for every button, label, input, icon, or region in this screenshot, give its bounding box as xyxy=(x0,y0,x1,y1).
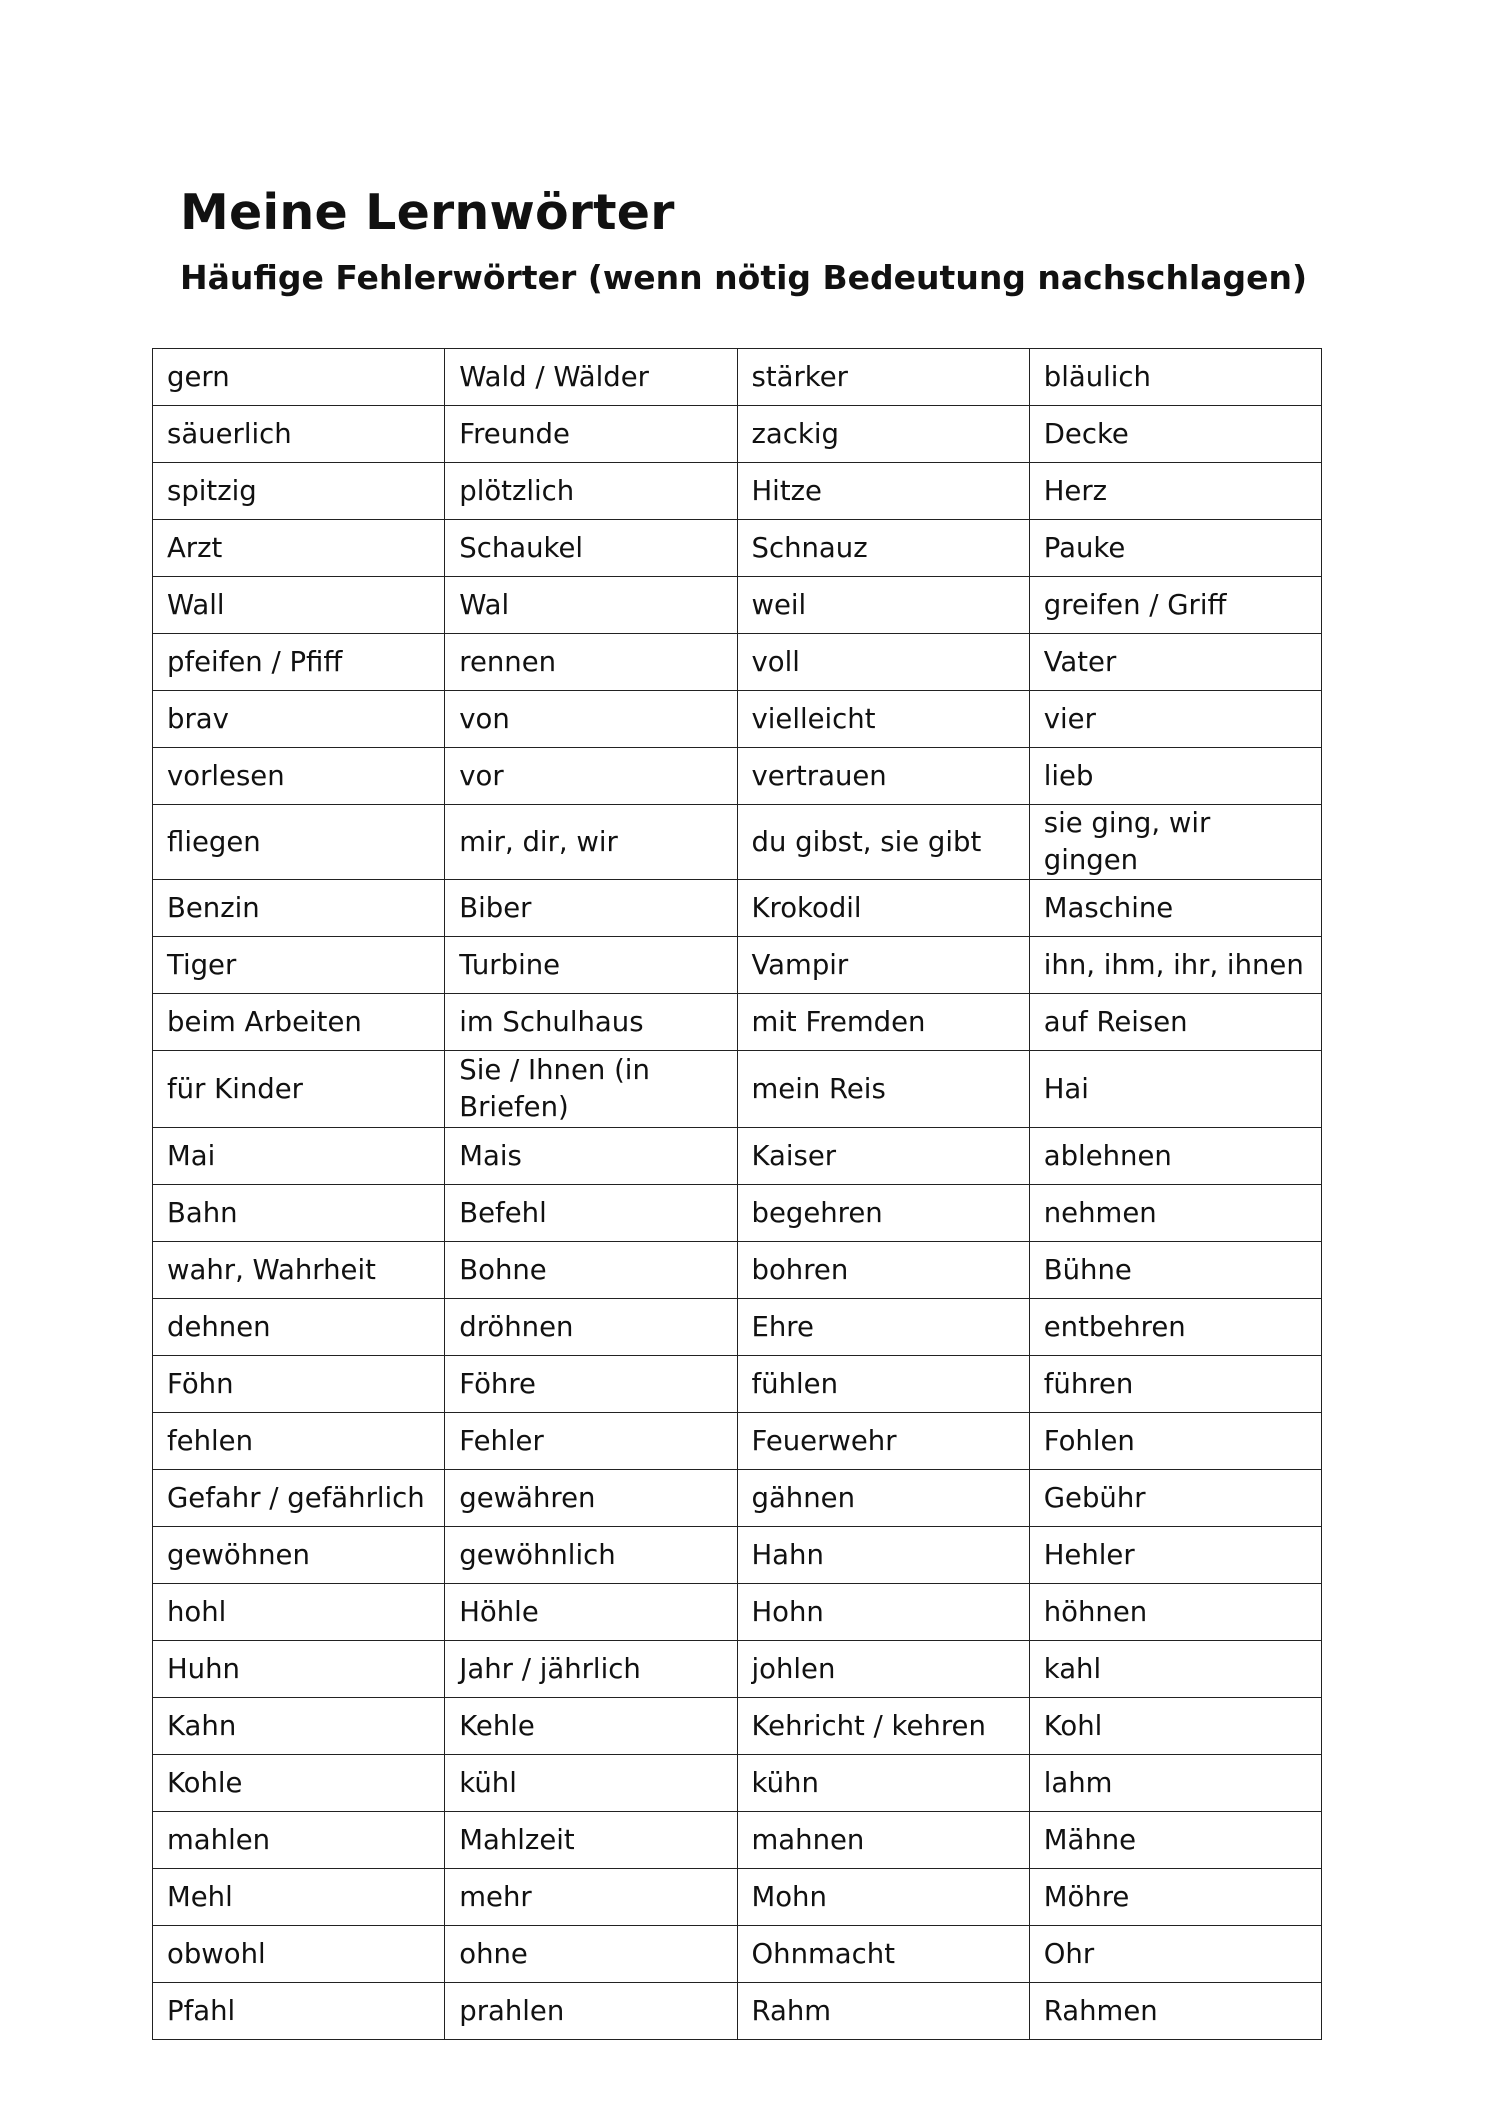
table-row xyxy=(153,1926,1322,1983)
table-row xyxy=(153,349,1322,406)
table-cell: Ohnmacht xyxy=(737,1926,1029,1983)
table-cell: Jahr / jährlich xyxy=(445,1641,737,1698)
table-cell: pfeifen / Pfiff xyxy=(153,634,445,691)
table-cell: gewöhnlich xyxy=(445,1527,737,1584)
table-row xyxy=(153,1470,1322,1527)
table-cell: spitzig xyxy=(153,463,445,520)
table-cell: gern xyxy=(153,349,445,406)
table-cell: für Kinder xyxy=(153,1051,445,1128)
table-cell: Föhre xyxy=(445,1356,737,1413)
table-cell: Kehle xyxy=(445,1698,737,1755)
table-row xyxy=(153,1185,1322,1242)
table-cell: mehr xyxy=(445,1869,737,1926)
table-cell: Biber xyxy=(445,880,737,937)
table-cell: dröhnen xyxy=(445,1299,737,1356)
table-cell: sie ging, wir gingen xyxy=(1029,805,1321,880)
word-table-body xyxy=(153,349,1322,2040)
table-cell: Befehl xyxy=(445,1185,737,1242)
table-cell: ohne xyxy=(445,1926,737,1983)
table-cell: Möhre xyxy=(1029,1869,1321,1926)
table-cell: Kehricht / kehren xyxy=(737,1698,1029,1755)
table-row xyxy=(153,1698,1322,1755)
table-cell: fehlen xyxy=(153,1413,445,1470)
table-cell: Maschine xyxy=(1029,880,1321,937)
page-title: Meine Lernwörter xyxy=(180,184,675,241)
table-row xyxy=(153,1527,1322,1584)
table-cell: gewähren xyxy=(445,1470,737,1527)
table-cell: mahnen xyxy=(737,1812,1029,1869)
table-cell: vorlesen xyxy=(153,748,445,805)
table-cell: Fohlen xyxy=(1029,1413,1321,1470)
table-cell: Bühne xyxy=(1029,1242,1321,1299)
table-row xyxy=(153,1812,1322,1869)
table-cell: im Schulhaus xyxy=(445,994,737,1051)
table-row xyxy=(153,1584,1322,1641)
table-cell: kühn xyxy=(737,1755,1029,1812)
table-cell: Vater xyxy=(1029,634,1321,691)
table-row xyxy=(153,1869,1322,1926)
word-table xyxy=(152,348,1322,2040)
table-cell: Sie / Ihnen (in Briefen) xyxy=(445,1051,737,1128)
table-cell: Fehler xyxy=(445,1413,737,1470)
table-cell: Schnauz xyxy=(737,520,1029,577)
table-cell: fliegen xyxy=(153,805,445,880)
table-cell: Herz xyxy=(1029,463,1321,520)
table-row xyxy=(153,577,1322,634)
table-row xyxy=(153,748,1322,805)
table-cell: obwohl xyxy=(153,1926,445,1983)
table-cell: kühl xyxy=(445,1755,737,1812)
table-row xyxy=(153,1242,1322,1299)
table-cell: Rahm xyxy=(737,1983,1029,2040)
table-cell: rennen xyxy=(445,634,737,691)
table-cell: stärker xyxy=(737,349,1029,406)
table-cell: Huhn xyxy=(153,1641,445,1698)
table-cell: lieb xyxy=(1029,748,1321,805)
table-cell: Benzin xyxy=(153,880,445,937)
table-cell: Gefahr / gefährlich xyxy=(153,1470,445,1527)
table-row xyxy=(153,1413,1322,1470)
table-cell: zackig xyxy=(737,406,1029,463)
table-cell: Arzt xyxy=(153,520,445,577)
table-row xyxy=(153,1641,1322,1698)
table-cell: Bohne xyxy=(445,1242,737,1299)
table-cell: Turbine xyxy=(445,937,737,994)
table-cell: Feuerwehr xyxy=(737,1413,1029,1470)
table-cell: Hahn xyxy=(737,1527,1029,1584)
table-row xyxy=(153,634,1322,691)
table-cell: mein Reis xyxy=(737,1051,1029,1128)
table-cell: gewöhnen xyxy=(153,1527,445,1584)
table-cell: Mais xyxy=(445,1128,737,1185)
table-cell: Föhn xyxy=(153,1356,445,1413)
table-cell: ablehnen xyxy=(1029,1128,1321,1185)
table-row xyxy=(153,994,1322,1051)
table-cell: Hohn xyxy=(737,1584,1029,1641)
table-cell: Ohr xyxy=(1029,1926,1321,1983)
table-cell: gähnen xyxy=(737,1470,1029,1527)
table-cell: Pfahl xyxy=(153,1983,445,2040)
table-cell: Wall xyxy=(153,577,445,634)
table-cell: Mähne xyxy=(1029,1812,1321,1869)
table-cell: bohren xyxy=(737,1242,1029,1299)
table-cell: hohl xyxy=(153,1584,445,1641)
table-cell: greifen / Griff xyxy=(1029,577,1321,634)
table-cell: mahlen xyxy=(153,1812,445,1869)
table-cell: Gebühr xyxy=(1029,1470,1321,1527)
table-row xyxy=(153,805,1322,880)
table-row xyxy=(153,1299,1322,1356)
table-cell: johlen xyxy=(737,1641,1029,1698)
table-cell: Wal xyxy=(445,577,737,634)
table-row xyxy=(153,1983,1322,2040)
table-cell: Freunde xyxy=(445,406,737,463)
table-cell: bläulich xyxy=(1029,349,1321,406)
table-row xyxy=(153,463,1322,520)
table-cell: brav xyxy=(153,691,445,748)
table-cell: auf Reisen xyxy=(1029,994,1321,1051)
table-cell: höhnen xyxy=(1029,1584,1321,1641)
table-cell: Vampir xyxy=(737,937,1029,994)
table-cell: von xyxy=(445,691,737,748)
table-cell: begehren xyxy=(737,1185,1029,1242)
table-row xyxy=(153,880,1322,937)
table-row xyxy=(153,520,1322,577)
table-cell: Kohl xyxy=(1029,1698,1321,1755)
table-cell: vielleicht xyxy=(737,691,1029,748)
table-cell: führen xyxy=(1029,1356,1321,1413)
table-cell: prahlen xyxy=(445,1983,737,2040)
table-cell: Bahn xyxy=(153,1185,445,1242)
table-cell: Mehl xyxy=(153,1869,445,1926)
table-cell: wahr, Wahrheit xyxy=(153,1242,445,1299)
table-cell: du gibst, sie gibt xyxy=(737,805,1029,880)
table-cell: lahm xyxy=(1029,1755,1321,1812)
table-cell: Krokodil xyxy=(737,880,1029,937)
table-cell: ihn, ihm, ihr, ihnen xyxy=(1029,937,1321,994)
table-cell: nehmen xyxy=(1029,1185,1321,1242)
table-cell: weil xyxy=(737,577,1029,634)
table-row xyxy=(153,1755,1322,1812)
table-cell: Rahmen xyxy=(1029,1983,1321,2040)
page-subtitle: Häufige Fehlerwörter (wenn nötig Bedeutung nachschlagen) xyxy=(180,258,1308,297)
table-cell: Hehler xyxy=(1029,1527,1321,1584)
table-cell: Mohn xyxy=(737,1869,1029,1926)
table-row xyxy=(153,1128,1322,1185)
table-cell: Decke xyxy=(1029,406,1321,463)
table-cell: Schaukel xyxy=(445,520,737,577)
table-cell: Pauke xyxy=(1029,520,1321,577)
table-cell: Höhle xyxy=(445,1584,737,1641)
table-cell: vier xyxy=(1029,691,1321,748)
table-cell: vertrauen xyxy=(737,748,1029,805)
table-row xyxy=(153,1356,1322,1413)
table-cell: mir, dir, wir xyxy=(445,805,737,880)
table-cell: Wald / Wälder xyxy=(445,349,737,406)
table-cell: Ehre xyxy=(737,1299,1029,1356)
table-cell: fühlen xyxy=(737,1356,1029,1413)
table-row xyxy=(153,691,1322,748)
table-cell: Hitze xyxy=(737,463,1029,520)
table-cell: vor xyxy=(445,748,737,805)
table-cell: plötzlich xyxy=(445,463,737,520)
table-cell: dehnen xyxy=(153,1299,445,1356)
table-cell: Tiger xyxy=(153,937,445,994)
table-cell: mit Fremden xyxy=(737,994,1029,1051)
table-cell: Hai xyxy=(1029,1051,1321,1128)
table-cell: beim Arbeiten xyxy=(153,994,445,1051)
table-row xyxy=(153,937,1322,994)
table-row xyxy=(153,1051,1322,1128)
table-row xyxy=(153,406,1322,463)
table-cell: Mahlzeit xyxy=(445,1812,737,1869)
table-cell: entbehren xyxy=(1029,1299,1321,1356)
table-cell: Kahn xyxy=(153,1698,445,1755)
table-cell: Kaiser xyxy=(737,1128,1029,1185)
table-cell: kahl xyxy=(1029,1641,1321,1698)
table-cell: Mai xyxy=(153,1128,445,1185)
table-cell: Kohle xyxy=(153,1755,445,1812)
table-cell: voll xyxy=(737,634,1029,691)
table-cell: säuerlich xyxy=(153,406,445,463)
